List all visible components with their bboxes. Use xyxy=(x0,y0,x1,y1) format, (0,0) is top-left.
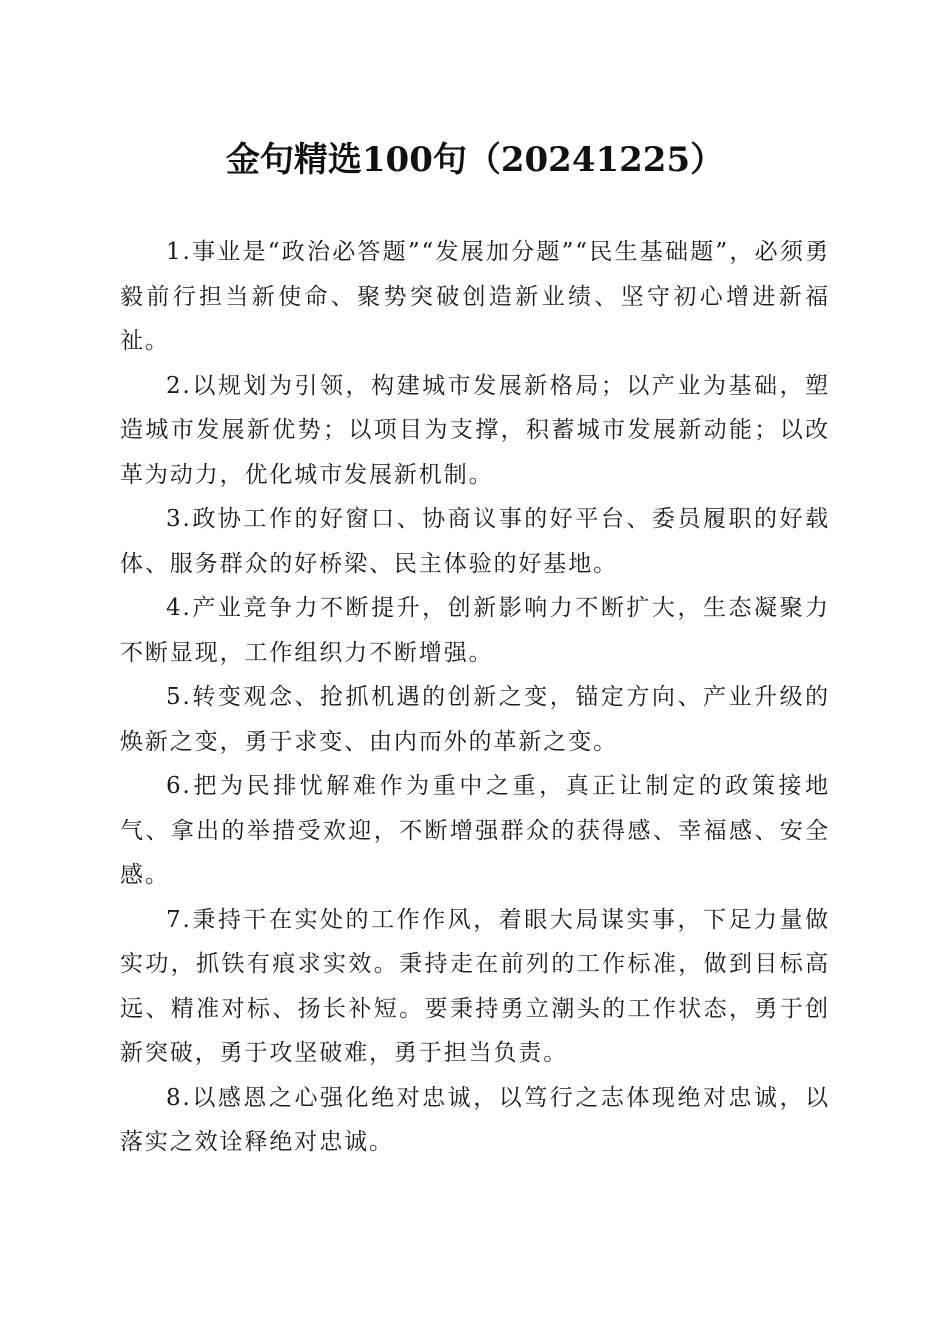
paragraph-5: 5.转变观念、抢抓机遇的创新之变，锚定方向、产业升级的焕新之变，勇于求变、由内而外的革新之变。 xyxy=(120,684,830,755)
paragraph-6: 6.把为民排忧解难作为重中之重，真正让制定的政策接地气、拿出的举措受欢迎，不断增强群众的获得感、幸福感、安全感。 xyxy=(120,773,830,888)
paragraph-1: 1.事业是“政治必答题”“发展加分题”“民生基础题”，必须勇毅前行担当新使命、聚势突破创造新业绩、坚守初心增进新福祉。 xyxy=(120,239,830,354)
paragraph-3: 3.政协工作的好窗口、协商议事的好平台、委员履职的好载体、服务群众的好桥梁、民主体验的好基地。 xyxy=(120,506,830,577)
paragraph-4: 4.产业竞争力不断提升，创新影响力不断扩大，生态凝聚力不断显现，工作组织力不断增强。 xyxy=(120,595,830,666)
paragraph-8: 8.以感恩之心强化绝对忠诚，以笃行之志体现绝对忠诚，以落实之效诠释绝对忠诚。 xyxy=(120,1084,830,1155)
document-title: 金句精选100句（20241225） xyxy=(225,140,725,180)
paragraph-2: 2.以规划为引领，构建城市发展新格局；以产业为基础，塑造城市发展新优势；以项目为支撑，积蓄城市发展新动能；以改革为动力，优化城市发展新机制。 xyxy=(120,372,830,488)
paragraph-7: 7.秉持干在实处的工作作风，着眼大局谋实事，下足力量做实功，抓铁有痕求实效。秉持走在前列的工作标准，做到目标高远、精准对标、扬长补短。要秉持勇立潮头的工作状态，勇于创新突破，勇于攻坚破难，勇于担当负责。 xyxy=(120,906,830,1066)
document-body xyxy=(120,230,830,1165)
